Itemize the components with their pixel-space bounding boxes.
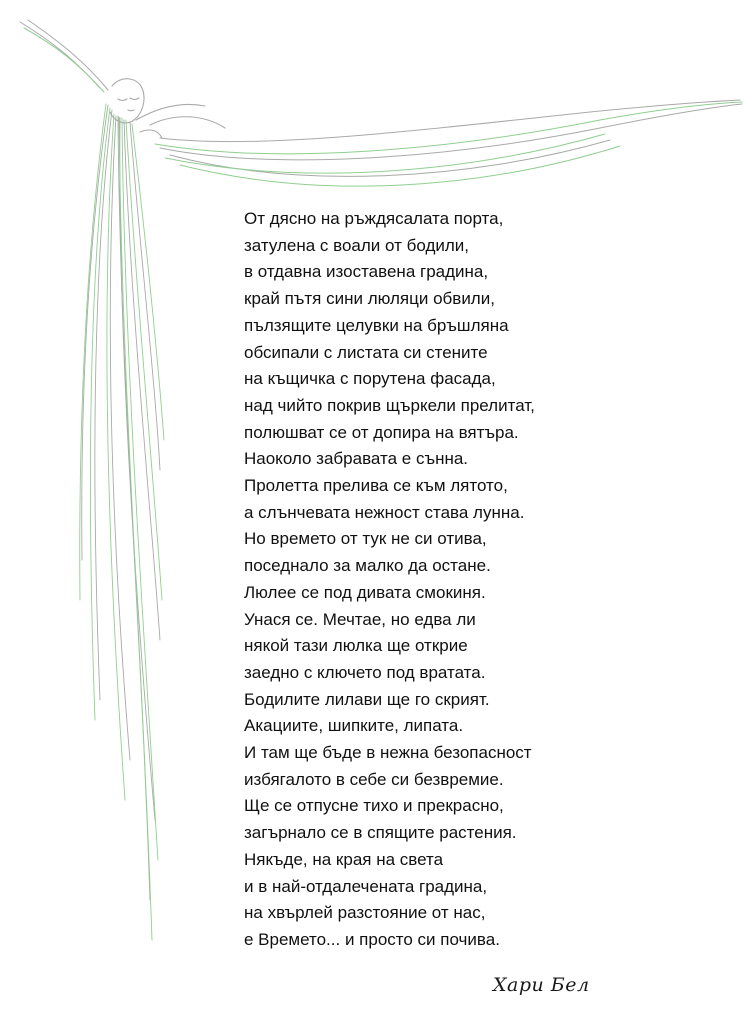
poem-line: От дясно на ръждясалата порта, [244, 209, 504, 228]
poem-line: Наоколо забравата е сънна. [244, 449, 469, 469]
poem-line: поседнало за малко да остане. [244, 556, 491, 576]
poem-line: обсипали с листата си стените [244, 342, 488, 362]
poem-line: заедно с ключето под вратата. [244, 662, 486, 682]
poem-line: Но времето от тук не си отива, [244, 529, 487, 549]
poem-line: Пролетта прелива се към лятото, [244, 476, 508, 496]
poem-line: на къщичка с порутена фасада, [244, 369, 496, 389]
poem-line: Акациите, шипките, липата. [244, 716, 464, 736]
poem [244, 206, 535, 954]
poem-line: и в най-отдалечената градина, [244, 876, 488, 896]
poem-line: полюшват се от допира на вятъра. [244, 422, 519, 442]
author-signature: Хари Бел [493, 974, 590, 996]
poem-line: пълзящите целувки на бръшляна [244, 315, 509, 335]
poem-line: е Времето... и просто си почива. [244, 929, 500, 949]
poem-line: на хвърлей разстояние от нас, [244, 903, 486, 923]
poem-line: Люлее се под дивата смокиня. [244, 582, 486, 602]
poem-line: край пътя сини люляци обвили, [244, 289, 495, 309]
poem-line: Ще се отпусне тихо и прекрасно, [244, 796, 504, 816]
poem-line: някой тази люлка ще открие [244, 636, 468, 656]
poem-line: Бодилите лилави ще го скрият. [244, 689, 490, 709]
poem-line: затулена с воали от бодили, [244, 235, 469, 255]
poem-line: а слънчевата нежност става лунна. [244, 502, 525, 522]
poem-line: загърнало се в спящите растения. [244, 823, 517, 843]
poem-line: над чийто покрив щъркели прелитат, [244, 395, 535, 415]
poem-line: в отдавна изоставена градина, [244, 262, 489, 282]
poem-line: Някъде, на края на света [244, 849, 444, 869]
poem-line: И там ще бъде в нежна безопасност [244, 743, 532, 763]
poem-line: Унася се. Мечтае, но едва ли [244, 609, 476, 629]
poem-line: избягалото в себе си безвремие. [244, 769, 504, 789]
